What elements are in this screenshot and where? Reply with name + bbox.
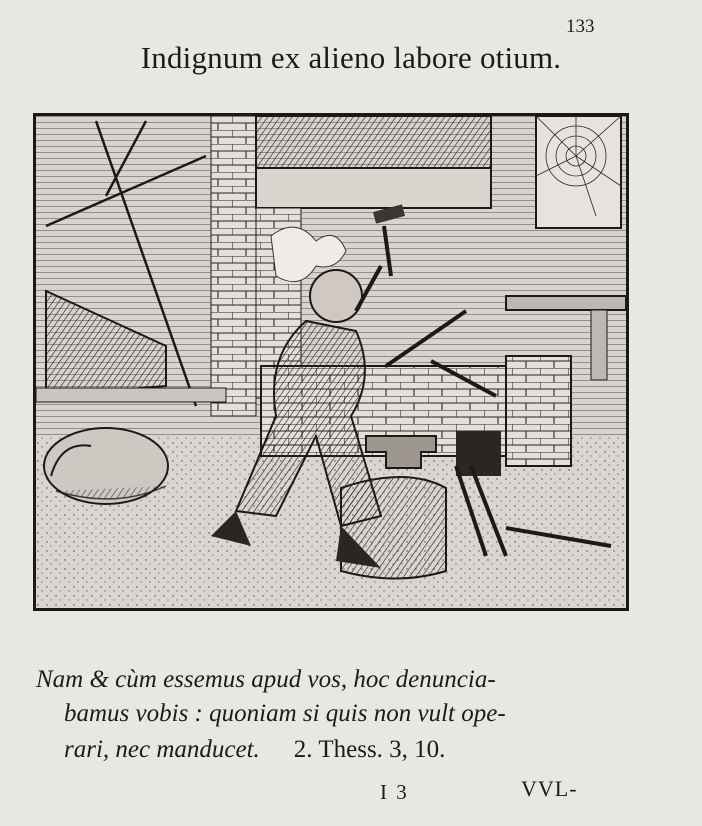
verse-line	[64, 732, 445, 767]
verse-line: bamus vobis : quoniam si quis non vult ope-	[64, 700, 506, 727]
engraving-illustration	[33, 113, 629, 611]
spider-web-icon	[536, 116, 621, 228]
catchword: VVL-	[521, 776, 578, 801]
verse-line-text: rari, nec manducet.	[64, 736, 260, 763]
verse-line: Nam & cùm essemus apud vos, hoc denuncia-	[36, 666, 496, 693]
emblem-motto: Indignum ex alieno labore otium.	[140, 40, 562, 75]
signature-mark: I 3	[380, 780, 409, 804]
page-number: 133	[566, 16, 595, 37]
scripture-citation: 2. Thess. 3, 10.	[293, 736, 446, 763]
sleeping-dog-icon	[44, 428, 168, 504]
